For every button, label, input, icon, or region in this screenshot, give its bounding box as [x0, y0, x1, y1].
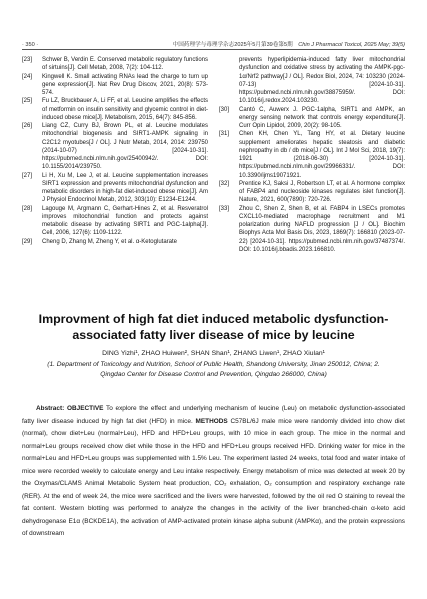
- reference-item: [22, 97, 208, 122]
- reference-number: [28]: [22, 205, 33, 212]
- reference-text: Kingwell K. Small activating RNAs lead the charge to turn up gene expression[J]. Nat Rev Drug Discov, 2021, 20(8): 573-574.: [42, 73, 208, 96]
- reference-text: Fu LZ, Bruckbauer A, Li FF, et al. Leucine amplifies the effects of metformin on insulin sensitivity and glycemic control in diet-induced obese mice[J]. Metabolism, 2015, 64(7): 845-856.: [42, 98, 208, 121]
- reference-text: Cantó C, Auwerx J. PGC-1alpha, SIRT1 and AMPK, an energy sensing network that controls energy expenditure[J]. Curr Opin Lipidol, 2009, 20(2): 98-105.: [239, 106, 405, 129]
- reference-number: [26]: [22, 123, 33, 129]
- abstract: [22, 403, 405, 541]
- reference-item: [22, 73, 208, 98]
- reference-number: [27]: [22, 172, 33, 179]
- reference-number: [31]: [219, 131, 230, 138]
- reference-item: [219, 56, 405, 106]
- running-header: [22, 40, 405, 48]
- reference-number: [219, 56, 239, 106]
- reference-number: [25]: [22, 98, 33, 105]
- references-left-column: [22, 56, 208, 254]
- references-right-column: [219, 56, 405, 254]
- reference-number: [23]: [22, 57, 33, 63]
- reference-number: [32]: [219, 180, 230, 187]
- reference-item: [219, 130, 405, 180]
- reference-item: [22, 172, 208, 205]
- methods-label: METHODS: [195, 417, 228, 425]
- journal-name-cn: 中国药理学与毒理学杂志2025年5月第39卷第5期: [172, 42, 293, 48]
- reference-text: Chen KH, Chen YL, Tang HY, et al. Dietary leucine supplement ameliorates hepatic steatosis and diabetic nephropathy in db / db mice[J / OL]. Int J Mol Sci, 2018, 19(7): 1921 (2018-06-30) [2024-10-31]. https://pubmed.ncbi.nlm.nih.gov/29966331/. DOI: 10.3390/ijms19071921.: [239, 131, 405, 179]
- abstract-label: Abstract:: [36, 405, 65, 412]
- reference-item: [22, 56, 208, 73]
- header-rule: [22, 49, 405, 50]
- journal-info: [38, 40, 405, 48]
- reference-text: Zhou C, Shen Z, Shen B, et al. FABP4 in LSECs promotes CXCL10-mediated macrophage recruitment and M1 polarization during NAFLD progression [J / OL]. Biochim Biophys Acta Mol Basis Dis, 2023, 1869(7): 166810 (2023-07-22) [2024-10-31]. https://pubmed.ncbi.nlm.nih.gov/37487374/. DOI: 10.1016/j.bbadis.2023.166810.: [239, 205, 405, 253]
- affiliations: (1. Department of Toxicology and Nutrition, School of Public Health, Shandong University, Jinan 250012, China; 2. Qingdao Center for Disease Control and Prevention, Qingdao 266000, China): [47, 361, 380, 378]
- reference-text: Lagouge M, Argmann C, Gerhart-Hines Z, et al. Resveratrol improves mitochondrial function and protects against metabolic disease by activating SIRT1 and PGC-1alpha[J]. Cell, 2006, 127(6): 1109-1122.: [42, 205, 208, 237]
- journal-name-en: Chin J Pharmacol Toxicol, 2025 May; 39(5): [298, 42, 405, 48]
- reference-text: prevents hyperlipidemia-induced fatty liver mitochondrial dysfunction and oxidative stress by activating the AMPK-pgc-1α/Nrf2 pathway[J / OL]. Redox Biol, 2024, 74: 103230 (2024-07-13) [2024-10-31]. https://pubmed.ncbi.nlm.nih.gov/38875959/. DOI: 10.1016/j.redox.2024.103230.: [239, 57, 405, 105]
- reference-text: Li H, Xu M, Lee J, et al. Leucine supplementation increases SIRT1 expression and prevents mitochondrial dysfunction and metabolic disorders in high-fat diet-induced obese mice[J]. Am J Physiol Endocrinol Metab, 2012, 303(10): E1234-E1244.: [42, 172, 208, 204]
- reference-number: [33]: [219, 205, 230, 212]
- reference-item: [219, 205, 405, 255]
- reference-number: [29]: [22, 238, 33, 245]
- objective-text: To explore the effect and underlying mechanism of leucine (Leu) on metabolic dysfunction-associated fatty liver disease induced by high fat diet (HFD) in mice.: [22, 405, 405, 425]
- objective-label: OBJECTIVE: [66, 405, 104, 412]
- reference-item: [22, 122, 208, 172]
- reference-number: [30]: [219, 106, 230, 113]
- reference-text: Schwer B, Verdin E. Conserved metabolic regulatory functions of sirtuins[J]. Cell Metab, 2008, 7(2): 104-112.: [42, 57, 208, 72]
- article-title: Improvment of high fat diet induced metabolic dysfunction-associated fatty liver disease of mice by leucine: [38, 312, 389, 342]
- reference-item: [219, 180, 405, 205]
- reference-item: [22, 238, 208, 246]
- reference-item: [22, 205, 208, 238]
- reference-number: [24]: [22, 73, 33, 80]
- reference-item: [219, 106, 405, 131]
- reference-text: Cheng D, Zhang M, Zheng Y, et al. α-Ketoglutarate: [42, 238, 177, 245]
- reference-text: Liang CZ, Curry BJ, Brown PL, et al. Leucine modulates mitochondrial biogenesis and SIRT1-AMPK signaling in C2C12 myotubes[J / OL]. J Nutr Metab, 2014, 2014: 239750 (2014-10-07) [2024-10-31]. https://pubmed.ncbi.nlm.nih.gov/25400942/. DOI: 10.1155/2014/239750.: [42, 123, 208, 171]
- references-section: [22, 56, 405, 254]
- methods-text: C57BL/6J male mice were randomly divided into chow diet (normal), chow diet+Leu (normal+Leu), HFD and HFD+Leu groups, with 10 mice in each group. The mice in the normal and normal+Leu groups received chow diet while those in the HFD and HFD+Leu groups received HFD. Drinking water for mice in the normal+Leu and HFD+Leu groups was supplemented with 1.5% Leu. The experiment lasted 24 weeks, total food and water intake of mice were recorded weekly to calculate energy and Leu intake respectively. Energy metabolism of mice was detected at week 20 by the Oxymas/CLAMS Animal Metabolic System heat production, CO₂ exhalation, O₂ consumption and respiratory exchange rate (RER). At the end of week 24, the mice were sacrificed and the livers were harvested, followed by the oil red O staining to reveal the fat content. Western blotting was performed to analyze the changes in the activity of the liver branched-chain α-keto acid dehydrogenase E1α (BCKDE1A), the activation of AMP-activated protein kinase alpha subunit (AMPKα), and the protein expressions of downstream: [22, 417, 405, 538]
- page-number: · 350 ·: [22, 42, 39, 48]
- reference-text: Prentice KJ, Saksi J, Robertson LT, et al. A hormone complex of FABP4 and nucleoside kinases regulates islet function[J]. Nature, 2021, 600(7890): 720-726.: [239, 180, 405, 204]
- author-list: DING Yizhi¹, ZHAO Huiwen², SHAN Shan¹, ZHANG Liwen¹, ZHAO Xiulan¹: [102, 350, 325, 357]
